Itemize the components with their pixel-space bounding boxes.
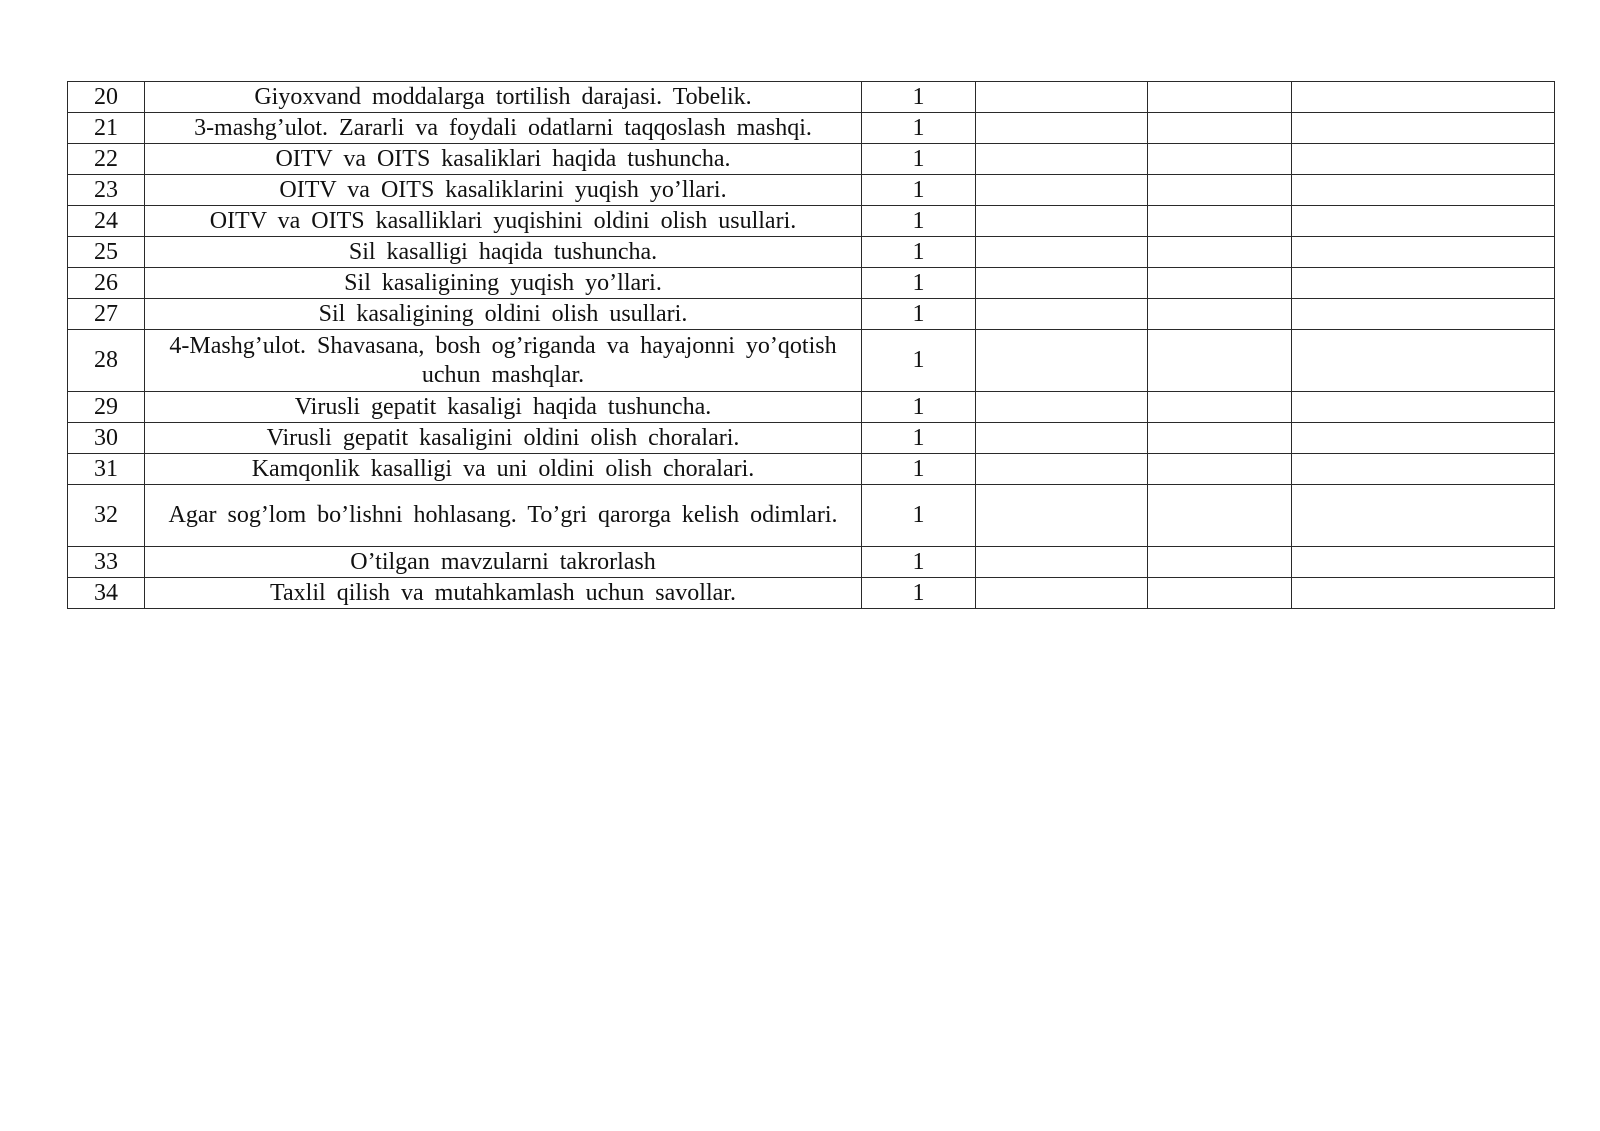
lesson-hours: 1 — [862, 113, 976, 144]
lesson-number: 25 — [68, 237, 145, 268]
lesson-number: 31 — [68, 454, 145, 485]
lesson-hours: 1 — [862, 547, 976, 578]
lesson-number: 33 — [68, 547, 145, 578]
empty-cell — [976, 392, 1148, 423]
empty-cell — [976, 175, 1148, 206]
lesson-hours: 1 — [862, 454, 976, 485]
lesson-number: 22 — [68, 144, 145, 175]
empty-cell — [976, 423, 1148, 454]
lesson-topic: Sil kasaligining oldini olish usullari. — [145, 299, 862, 330]
empty-cell — [1292, 578, 1555, 609]
lesson-hours: 1 — [862, 578, 976, 609]
empty-cell — [976, 206, 1148, 237]
empty-cell — [976, 330, 1148, 392]
table-row — [68, 330, 1555, 392]
lesson-topic: 3-mashg’ulot. Zararli va foydali odatlarni taqqoslash mashqi. — [145, 113, 862, 144]
lesson-hours: 1 — [862, 299, 976, 330]
lesson-number: 23 — [68, 175, 145, 206]
lesson-number: 20 — [68, 82, 145, 113]
lesson-hours: 1 — [862, 82, 976, 113]
table-row — [68, 547, 1555, 578]
empty-cell — [1292, 330, 1555, 392]
lesson-number: 27 — [68, 299, 145, 330]
lesson-hours: 1 — [862, 175, 976, 206]
lesson-number: 29 — [68, 392, 145, 423]
empty-cell — [1292, 454, 1555, 485]
empty-cell — [976, 237, 1148, 268]
lesson-hours: 1 — [862, 144, 976, 175]
lesson-topic: O’tilgan mavzularni takrorlash — [145, 547, 862, 578]
empty-cell — [976, 299, 1148, 330]
empty-cell — [1148, 454, 1292, 485]
empty-cell — [1292, 485, 1555, 547]
empty-cell — [1148, 392, 1292, 423]
empty-cell — [976, 454, 1148, 485]
empty-cell — [1148, 175, 1292, 206]
empty-cell — [976, 547, 1148, 578]
table-row — [68, 423, 1555, 454]
empty-cell — [1148, 237, 1292, 268]
lesson-number: 24 — [68, 206, 145, 237]
empty-cell — [976, 485, 1148, 547]
lesson-hours: 1 — [862, 485, 976, 547]
empty-cell — [1292, 237, 1555, 268]
table-row — [68, 144, 1555, 175]
lesson-number: 32 — [68, 485, 145, 547]
empty-cell — [1148, 206, 1292, 237]
lesson-hours: 1 — [862, 392, 976, 423]
empty-cell — [976, 268, 1148, 299]
lesson-topic: 4-Mashg’ulot. Shavasana, bosh og’riganda va hayajonni yo’qotish uchun mashqlar. — [145, 330, 862, 392]
empty-cell — [1292, 82, 1555, 113]
empty-cell — [1292, 206, 1555, 237]
table-row — [68, 82, 1555, 113]
empty-cell — [1292, 113, 1555, 144]
empty-cell — [1292, 144, 1555, 175]
lesson-topic: Virusli gepatit kasaligi haqida tushuncha. — [145, 392, 862, 423]
empty-cell — [1148, 423, 1292, 454]
empty-cell — [1148, 82, 1292, 113]
lesson-topic: Taxlil qilish va mutahkamlash uchun savollar. — [145, 578, 862, 609]
lesson-topic: OITV va OITS kasalliklari yuqishini oldini olish usullari. — [145, 206, 862, 237]
empty-cell — [1148, 578, 1292, 609]
table-row — [68, 454, 1555, 485]
empty-cell — [976, 144, 1148, 175]
empty-cell — [1148, 113, 1292, 144]
lesson-number: 21 — [68, 113, 145, 144]
table-row — [68, 113, 1555, 144]
lesson-hours: 1 — [862, 206, 976, 237]
lesson-topic: Sil kasaligining yuqish yo’llari. — [145, 268, 862, 299]
lesson-topic: Sil kasalligi haqida tushuncha. — [145, 237, 862, 268]
lesson-hours: 1 — [862, 423, 976, 454]
lesson-hours: 1 — [862, 237, 976, 268]
empty-cell — [1292, 392, 1555, 423]
empty-cell — [976, 82, 1148, 113]
empty-cell — [1292, 423, 1555, 454]
lesson-hours: 1 — [862, 330, 976, 392]
lesson-number: 26 — [68, 268, 145, 299]
empty-cell — [1292, 299, 1555, 330]
empty-cell — [1292, 268, 1555, 299]
lesson-number: 28 — [68, 330, 145, 392]
table-row — [68, 485, 1555, 547]
table-row — [68, 392, 1555, 423]
lesson-number: 30 — [68, 423, 145, 454]
lesson-plan-table — [67, 81, 1555, 609]
empty-cell — [1292, 175, 1555, 206]
table-row — [68, 175, 1555, 206]
table-row — [68, 268, 1555, 299]
empty-cell — [976, 578, 1148, 609]
lesson-topic: Kamqonlik kasalligi va uni oldini olish choralari. — [145, 454, 862, 485]
table-row — [68, 237, 1555, 268]
table-row — [68, 206, 1555, 237]
empty-cell — [1148, 547, 1292, 578]
empty-cell — [1292, 547, 1555, 578]
lesson-topic: OITV va OITS kasaliklari haqida tushuncha. — [145, 144, 862, 175]
lesson-topic: Giyoxvand moddalarga tortilish darajasi. Tobelik. — [145, 82, 862, 113]
table-row — [68, 299, 1555, 330]
lesson-number: 34 — [68, 578, 145, 609]
empty-cell — [1148, 144, 1292, 175]
empty-cell — [1148, 299, 1292, 330]
empty-cell — [976, 113, 1148, 144]
empty-cell — [1148, 268, 1292, 299]
lesson-topic: Agar sog’lom bo’lishni hohlasang. To’gri qarorga kelish odimlari. — [145, 485, 862, 547]
lesson-topic: OITV va OITS kasaliklarini yuqish yo’llari. — [145, 175, 862, 206]
empty-cell — [1148, 330, 1292, 392]
empty-cell — [1148, 485, 1292, 547]
lesson-hours: 1 — [862, 268, 976, 299]
lesson-topic: Virusli gepatit kasaligini oldini olish choralari. — [145, 423, 862, 454]
table-row — [68, 578, 1555, 609]
